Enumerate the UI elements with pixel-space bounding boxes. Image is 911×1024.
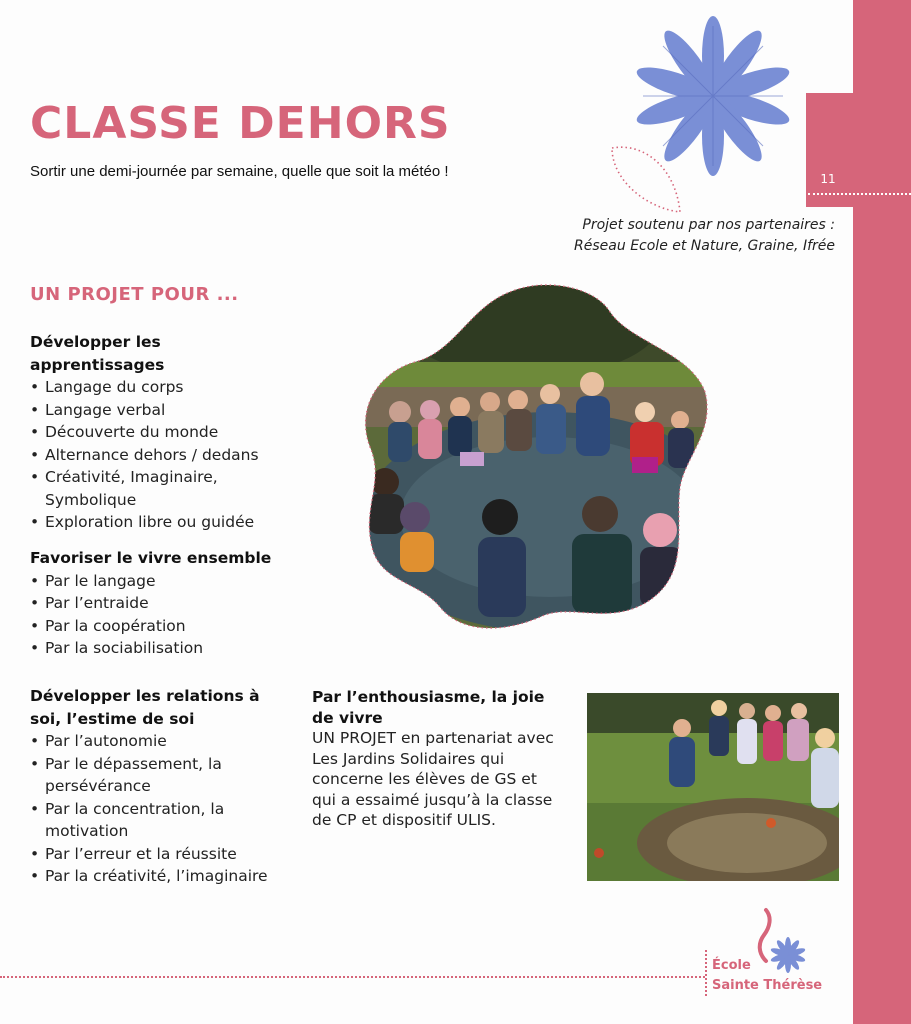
bullet-list [30,730,270,888]
dotted-divider-vertical [705,950,707,996]
page-number-tab [806,93,853,207]
objectives-block-self [30,685,270,888]
list-item: • Langage verbal [30,399,300,422]
section-title: UN PROJET POUR ... [30,284,239,305]
list-item: • Par le langage [30,570,300,593]
partners-line-2: Réseau Ecole et Nature, Graine, Ifrée [574,238,835,254]
logo-line-1: École [712,958,751,973]
block-heading: Développer les apprentissages [30,333,165,374]
block-heading: Favoriser le vivre ensemble [30,549,272,567]
right-side-bar [853,0,911,1024]
leaf-icon [606,140,686,215]
list-item: • Par la coopération [30,615,300,638]
list-item: • Par l’autonomie [30,730,270,753]
list-item: • Par le dépassement, la persévérance [30,753,270,798]
partners-line-1: Projet soutenu par nos partenaires : [582,217,835,233]
list-item: • Alternance dehors / dedans [30,444,300,467]
list-item: • Par l’erreur et la réussite [30,843,270,866]
school-logo-text [712,956,822,996]
logo-line-2: Sainte Thérèse [712,978,823,993]
photo-garden-children [587,693,839,881]
list-item: • Par l’entraide [30,592,300,615]
page-subtitle: Sortir une demi-journée par semaine, quelle que soit la météo ! [30,163,449,180]
list-item: • Par la concentration, la motivation [30,798,270,843]
objectives-block-learning [30,331,300,534]
page-title: CLASSE DEHORS [30,98,451,149]
list-item: • Découverte du monde [30,421,300,444]
bullet-list [30,570,300,660]
block-heading: Développer les relations à soi, l’estime de soi [30,687,260,728]
list-item: • Par la sociabilisation [30,637,300,660]
list-item: • Langage du corps [30,376,300,399]
list-item: • Créativité, Imaginaire, Symbolique [30,466,300,511]
enthusiasm-heading: Par l’enthousiasme, la joie de vivre [312,688,545,727]
partners-note [530,215,835,257]
page-number: 11 [820,172,836,186]
dotted-divider-top [808,193,911,195]
bullet-list [30,376,300,534]
objectives-block-together [30,547,300,660]
enthusiasm-block [312,687,562,831]
list-item: • Par la créativité, l’imaginaire [30,865,270,888]
enthusiasm-text: UN PROJET en partenariat avec Les Jardins Solidaires qui concerne les élèves de GS et qui a essaimé jusqu’à la classe de CP et dispositif ULIS. [312,729,554,829]
photo-children-circle [360,282,712,632]
list-item: • Exploration libre ou guidée [30,511,300,534]
dotted-divider-bottom [0,976,705,978]
